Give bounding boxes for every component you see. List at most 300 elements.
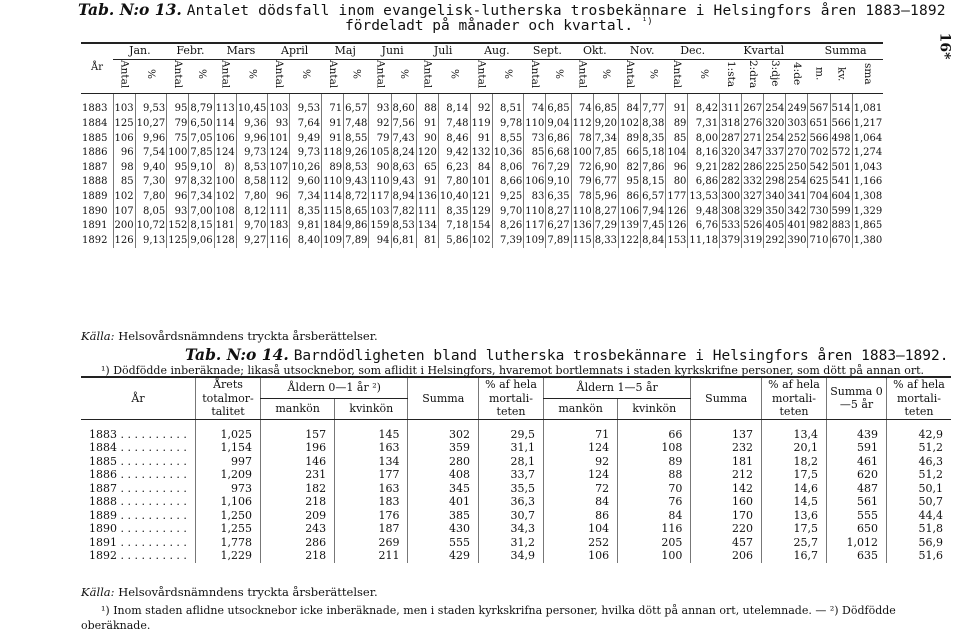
table13-title-line2: fördeladt på månader och kvartal. [345,17,634,34]
table13-month-subheader: % [647,68,660,79]
table13-cell: 91 [470,132,492,147]
table13-cell: 7,29 [546,161,571,176]
table14-cell: 170 [691,509,762,523]
table13-cell: 6,81 [391,234,416,249]
table14-cell: 243 [261,522,335,536]
table13-cell: 153 [666,234,688,249]
table13-cell: 89 [322,161,344,176]
table13-cell: 108 [214,205,236,220]
table13-kvartal-subheader: 1:sta [724,60,737,87]
table14-cell: 34,9 [479,549,544,563]
table13-title-line1: Antalet dödsfall inom evangelisk-lutherska trosbekännare i Helsingfors åren 1883—1892 [186,3,946,19]
table14-cell: 280 [408,455,479,469]
table13-cell: 308 [720,205,742,220]
table13-cell: 93 [369,94,391,117]
table13-cell: 8,84 [641,234,666,249]
table13-cell: 7,34 [290,190,322,205]
table14-cell: 104 [544,522,618,536]
table13-cell: 249 [786,94,808,117]
table13-cell: 9,53 [135,94,167,117]
table13-cell: 91 [666,94,688,117]
table13-cell: 6,57 [344,94,369,117]
table13-year-header: År [81,43,113,94]
table14-cell: 134 [335,455,408,469]
table13-cell: 181 [214,219,236,234]
table14-cell: 163 [335,482,408,496]
table13-month-header: Juli [416,43,470,59]
table14-cell: 88 [618,468,691,482]
table13-cell: 7,34 [593,132,618,147]
table13-cell: 82 [618,161,640,176]
table13-cell: 76 [524,161,546,176]
table13-month-subheader: Antal [273,59,286,88]
table13-cell: 6,76 [688,219,720,234]
table14-cell: 591 [827,441,887,455]
table13-row [81,234,883,249]
table13-cell: 91 [416,175,438,190]
table13-cell: 105 [369,146,391,161]
table13-row [81,146,883,161]
table13-row [81,190,883,205]
table13-summa-subheader: kv. [835,66,848,81]
table13-cell: 599 [830,205,852,220]
table14-row [81,468,951,482]
table14-cell: 29,5 [479,419,544,441]
table14-cell: 385 [408,509,479,523]
table13-month-header: Okt. [571,43,618,59]
table14-summa-header: Summa [408,377,479,419]
table14-age-1-5-header: Åldern 1—5 år [544,377,691,398]
table13-month-subheader: % [350,68,363,79]
table13-cell: 83 [524,190,546,205]
table14-year-cell: 1891 . . . . . . . . . . [89,535,187,549]
table14-cell: 92 [544,455,618,469]
table14-cell: 218 [261,495,335,509]
table14-cell: 1,778 [196,536,261,550]
table13-cell: 7,34 [189,190,214,205]
table14-cell: 17,5 [762,522,827,536]
table13-cell: 101 [268,132,290,147]
table14-cell: 461 [827,455,887,469]
table13-cell: 7,80 [135,190,167,205]
table13-cell: 5,96 [593,190,618,205]
table13-cell: 501 [830,161,852,176]
table13-cell: 8,55 [344,132,369,147]
table13-cell: 106 [618,205,640,220]
table13-row [81,175,883,190]
table13-cell: 113 [214,94,236,117]
table13-footnote: ¹) Dödfödde inberäknade; likaså utsocknebor, som aflidit i Helsingfors, hvaremot bortlemnats i staden kyrkskrifne personer, som dött på annan ort. [101,364,925,377]
table13-cell: 298 [764,175,786,190]
table13-cell: 110 [322,175,344,190]
table14-cell: 50,1 [887,482,952,496]
table13-cell: 8,27 [593,205,618,220]
table13-cell: 320 [764,117,786,132]
table13-cell: 498 [830,132,852,147]
table14-label: Tab. N:o 14. [185,345,289,364]
table13-source [81,329,378,343]
table13-cell: 8,15 [641,175,666,190]
table13-cell: 8,40 [290,234,322,249]
table14-cell: 30,7 [479,509,544,523]
table13-cell: 7,18 [438,219,470,234]
table14-cell: 142 [691,482,762,496]
table13-cell: 91 [322,132,344,147]
table13-label: Tab. N:o 13. [78,0,182,19]
table13-cell: 129 [470,205,492,220]
table14-cell: 116 [618,522,691,536]
table14-total-mortality-header: Årets totalmor-talitet [196,377,261,419]
table13-cell: 625 [808,175,830,190]
table13-cell: 7,56 [391,117,416,132]
table14-cell: 31,1 [479,441,544,455]
table13-cell: 1,064 [852,132,883,147]
table13-cell: 84 [618,94,640,117]
table14-cell: 28,1 [479,455,544,469]
table13-cell: 79 [369,132,391,147]
table13-cell: 91 [416,117,438,132]
table13-cell: 111 [416,205,438,220]
table13-cell: 270 [786,146,808,161]
table13-cell: 1,081 [852,94,883,117]
table13-cell: 11,18 [688,234,720,249]
table13-cell: 109 [322,234,344,249]
table13-cell: 94 [369,234,391,249]
table13-year-cell: 1892 [82,234,108,246]
table13-cell: 7,94 [641,205,666,220]
table14-pct2-header: % af hela mortali-teten [762,377,827,419]
table13-cell: 7,85 [593,146,618,161]
table14-source-text: Helsovårdsnämndens tryckta årsberättelser. [118,585,378,599]
table13-cell: 154 [470,219,492,234]
table13-cell: 98 [113,161,135,176]
table13-cell: 6,50 [189,117,214,132]
table14-footnote: ¹) Inom staden aflidne utsocknebor icke inberäknade, men i staden kyrkskrifna personer, hvilka dött på annan ort, utelemnade. — ²) Dödfödde oberäknade. [81,604,896,632]
table14-cell: 182 [261,482,335,496]
table14-cell: 430 [408,522,479,536]
table13-month-subheader: % [448,68,461,79]
table13-cell: 97 [167,175,189,190]
table13-cell: 8,53 [344,161,369,176]
table13-cell: 8,05 [135,205,167,220]
table14-cell: 286 [261,536,335,550]
table14-row [81,549,951,563]
table13-cell: 7,77 [641,94,666,117]
table13-cell: 118 [322,146,344,161]
table13-cell: 92 [470,94,492,117]
table13-month-subheader: % [145,68,158,79]
table13-cell: 103 [369,205,391,220]
table13-cell: 8,53 [391,219,416,234]
table14-cell: 1,025 [196,419,261,441]
table13-cell: 71 [322,94,344,117]
table13-cell: 13,53 [688,190,720,205]
table14-source [81,585,378,599]
table13-month-header: Mars [214,43,268,59]
table13-cell: 184 [322,219,344,234]
table13-cell: 7,89 [546,234,571,249]
table14-source-label: Källa: [81,585,115,599]
table13-cell: 102 [618,117,640,132]
table13-cell: 8,26 [492,219,524,234]
table13-cell: 110 [524,117,546,132]
table13-cell: 271 [742,132,764,147]
table14-cell: 36,3 [479,495,544,509]
table14-year-cell: 1890 . . . . . . . . . . [89,522,187,535]
table13-cell: 9,36 [236,117,268,132]
table13-cell: 320 [720,146,742,161]
table13-cell: 95 [618,175,640,190]
table13-cell: 126 [113,234,135,249]
table13-cell: 252 [786,132,808,147]
table14-cell: 51,2 [887,468,952,482]
table13-cell: 542 [808,161,830,176]
table13-cell: 10,72 [135,219,167,234]
table13-cell: 10,40 [438,190,470,205]
table13-cell: 9,06 [189,234,214,249]
table13-cell: 5,18 [641,146,666,161]
table13-cell: 604 [830,190,852,205]
table13-cell: 6,23 [438,161,470,176]
table13-cell: 7,82 [391,205,416,220]
table13-cell: 104 [666,146,688,161]
table14-cell: 401 [408,495,479,509]
table13-cell: 74 [571,94,593,117]
table13-cell: 327 [742,190,764,205]
table13-month-subheader: Antal [671,59,684,88]
table13-month-header: Febr. [167,43,214,59]
table14-cell: 408 [408,468,479,482]
table13-cell: 114 [322,190,344,205]
table13-cell: 6,57 [641,190,666,205]
table13-cell: 136 [416,190,438,205]
table13-month-header: Maj [322,43,369,59]
table13-month-subheader: Antal [529,59,542,88]
table14-cell: 124 [544,468,618,482]
table13-cell: 100 [571,146,593,161]
table14-cell: 51,8 [887,522,952,536]
table13-cell: 1,274 [852,146,883,161]
table13-cell: 125 [167,234,189,249]
table14-cell: 183 [335,495,408,509]
table14-pct-header: % af hela mortali-teten [479,377,544,419]
table13-cell: 9,48 [688,205,720,220]
table13-cell: 115 [322,205,344,220]
table13-cell: 8,35 [641,132,666,147]
table13-cell: 100 [214,175,236,190]
table13-cell: 7,45 [641,219,666,234]
table13-month-subheader: Antal [374,59,387,88]
table13-cell: 7,80 [236,190,268,205]
table13-cell: 533 [720,219,742,234]
table13-cell: 9,43 [344,175,369,190]
table13-cell: 74 [524,94,546,117]
table13-kvartal-header: Kvartal [720,43,808,59]
table14-cell: 51,6 [887,549,952,563]
table13-cell: 282 [720,175,742,190]
table13-cell: 9,53 [290,94,322,117]
table13-cell: 332 [742,175,764,190]
table13-cell: 319 [742,234,764,249]
table13-cell: 136 [571,219,593,234]
table14-year-cell: 1888 . . . . . . . . . . [89,495,187,508]
table14-pct3-header: % af hela mortali-teten [887,377,952,419]
table13-month-header: Dec. [666,43,720,59]
table14-cell: 177 [335,468,408,482]
table14-mankon2-header: mankön [544,398,618,419]
table14-cell: 33,7 [479,468,544,482]
table13-cell: 110 [524,205,546,220]
table13-cell: 9,70 [236,219,268,234]
table13-cell: 6,85 [593,94,618,117]
table13-cell: 282 [720,161,742,176]
table13-cell: 81 [416,234,438,249]
table14-cell: 252 [544,536,618,550]
table13-cell: 72 [571,161,593,176]
table13-month-subheader: % [698,68,711,79]
table13-cell: 1,043 [852,161,883,176]
table14-cell: 176 [335,509,408,523]
table14-cell: 56,9 [887,536,952,550]
table13-cell: 110 [571,205,593,220]
table13-cell: 8,63 [391,161,416,176]
table14-cell: 35,5 [479,482,544,496]
table14-cell: 72 [544,482,618,496]
table14-year-cell: 1883 . . . . . . . . . . [89,427,187,441]
table13-row [81,205,883,220]
table13-cell: 10,36 [492,146,524,161]
table13-cell: 96 [666,161,688,176]
table14-cell: 86 [544,509,618,523]
table13-cell: 567 [808,94,830,117]
table14-year-cell: 1887 . . . . . . . . . . [89,481,187,495]
table13-cell: 89 [666,117,688,132]
table13-cell: 9,04 [546,117,571,132]
table13-cell: 9,27 [236,234,268,249]
table13-cell: 379 [720,234,742,249]
table13-cell: 9,86 [344,219,369,234]
table14-cell: 42,9 [887,419,952,441]
table13-cell: 8,72 [344,190,369,205]
table14-row [81,495,951,509]
table13-cell: 96 [268,190,290,205]
table13-cell: 177 [666,190,688,205]
table13-row [81,161,883,176]
table13-cell: 8,06 [492,161,524,176]
table13-cell: 9,42 [438,146,470,161]
table14-cell: 211 [335,549,408,563]
table13-cell: 7,48 [344,117,369,132]
table13-cell: 9,20 [593,117,618,132]
table13-cell: 65 [416,161,438,176]
table13-cell: 112 [571,117,593,132]
table13-cell: 1,217 [852,117,883,132]
table13-cell: 9,10 [546,175,571,190]
table14-cell: 16,7 [762,549,827,563]
table14-cell: 439 [827,419,887,441]
table13-cell: 572 [830,146,852,161]
table13-cell: 9,78 [492,117,524,132]
table14-cell: 997 [196,455,261,469]
table13-year-cell: 1889 [82,190,108,202]
table13-cell: 107 [113,205,135,220]
table13-cell: 704 [808,190,830,205]
table13-year-cell: 1883 [82,103,108,115]
table13-cell: 100 [167,146,189,161]
table14-cell: 635 [827,549,887,563]
table14-cell: 163 [335,441,408,455]
table14-row [81,522,951,536]
table13-cell: 566 [808,132,830,147]
table13-cell: 73 [524,132,546,147]
table13-cell: 115 [571,234,593,249]
table13-cell: 9,43 [391,175,416,190]
table14-cell: 108 [618,441,691,455]
table13-cell: 7,43 [391,132,416,147]
table14-cell: 1,209 [196,468,261,482]
table13-source-text: Helsovårdsnämndens tryckta årsberättelser. [118,329,378,343]
table14-year-cell: 1885 . . . . . . . . . . [89,454,187,468]
table13-cell: 225 [764,161,786,176]
table13-cell: 103 [113,94,135,117]
table13-cell: 9,40 [135,161,167,176]
table14-row [81,441,951,455]
table13-cell: 125 [113,117,135,132]
table13-cell: 7,54 [135,146,167,161]
table13-month-subheader: Antal [219,59,232,88]
table13-cell: 117 [369,190,391,205]
table13-cell: 730 [808,205,830,220]
table13-row [81,117,883,132]
table13-row [81,219,883,234]
table13-cell: 8,32 [189,175,214,190]
table13-cell: 120 [416,146,438,161]
table13-cell: 139 [618,219,640,234]
table13-cell: 8,35 [438,205,470,220]
table13-cell: 329 [742,205,764,220]
table13-cell: 106 [113,132,135,147]
table13-cell: 78 [571,132,593,147]
table14-cell: 196 [261,441,335,455]
table13-cell: 5,86 [438,234,470,249]
table13-cell: 303 [786,117,808,132]
table13-cell: 514 [830,94,852,117]
table13-cell: 112 [268,175,290,190]
table14-cell: 13,4 [762,419,827,441]
table14-cell: 20,1 [762,441,827,455]
table14-row [81,509,951,523]
table13-cell: 85 [113,175,135,190]
table13-cell: 8,24 [391,146,416,161]
table14-cell: 1,106 [196,495,261,509]
table13-cell: 8,12 [236,205,268,220]
table13-cell: 1,865 [852,219,883,234]
table14-cell: 84 [544,495,618,509]
table14-cell: 205 [618,536,691,550]
table13-cell: 286 [742,161,764,176]
table13-cell: 102 [470,234,492,249]
table13-cell: 254 [786,175,808,190]
table14-summa-0-5-header: Summa 0—5 år [827,377,887,419]
table13-year-cell: 1886 [82,147,108,159]
table13-cell: 8,42 [688,94,720,117]
table13-month-subheader: % [195,68,208,79]
table14-cell: 31,2 [479,536,544,550]
table13-cell: 254 [764,94,786,117]
table13-cell: 8,27 [546,205,571,220]
table13-month-subheader: Antal [172,59,185,88]
table14-cell: 100 [618,549,691,563]
